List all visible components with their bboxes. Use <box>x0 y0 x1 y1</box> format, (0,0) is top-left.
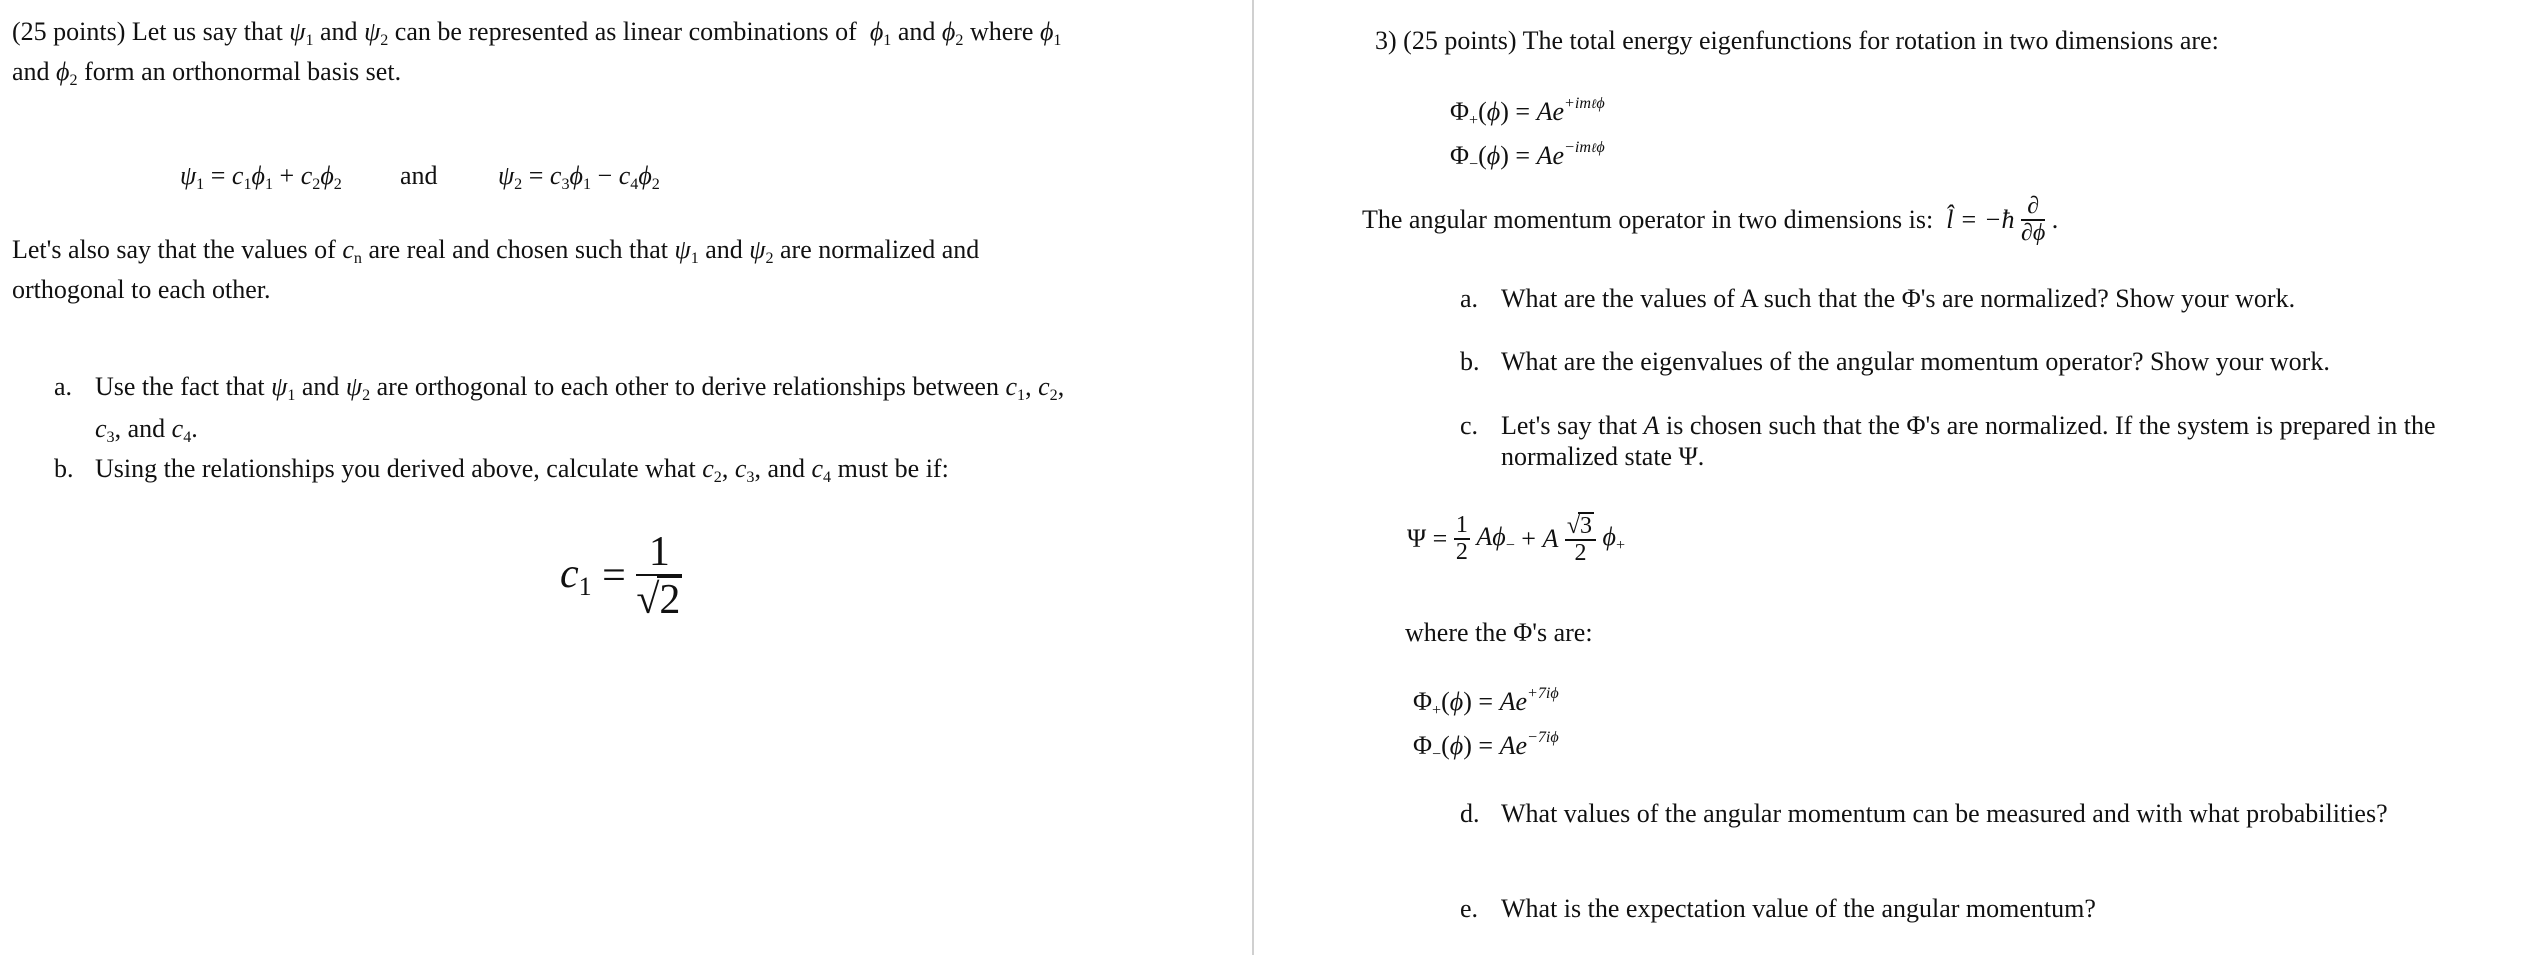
right-item-a: What are the values of A such that the Φ's are normalized? Show your work. <box>1501 284 2296 313</box>
equation-and: and <box>400 161 438 190</box>
right-item-a-marker: a. <box>1460 284 1479 313</box>
phi-minus-eq: $\Phi_-(\phi) = Ae^{-im\ell\phi}$ <box>1450 139 1605 173</box>
item-a-line-2: $c_3$, and $c_4$. <box>95 414 198 446</box>
item-a-marker: a. <box>54 372 73 401</box>
partial-derivative-fraction: $\frac{\partial}{\partial\phi}$ <box>2021 193 2046 247</box>
operator-line: The angular momentum operator in two dimensions is: l̂ = −ħ $\frac{\partial}{\partial\phi}$ . <box>1362 193 2059 247</box>
sqrt3-over-2-fraction: $\frac{√3}{2}$ <box>1565 512 1596 566</box>
right-item-b-marker: b. <box>1460 347 1480 376</box>
psi2-equation: $\psi_2 = c_3\phi_1 - c_4\phi_2$ <box>498 161 660 193</box>
one-half-fraction: $\frac{1}{2}$ <box>1455 512 1468 566</box>
psi1-equation: $\psi_1 = c_1\phi_1 + c_2\phi_2$ <box>180 161 342 193</box>
phi-plus-specific-eq: $\Phi_+(\phi) = Ae^{+7i\phi}$ <box>1413 685 1559 719</box>
right-item-c-line-1: Let's say that A is chosen such that the Φ's are normalized. If the system is prepared in the <box>1501 411 2436 440</box>
psi-state-equation: Ψ = $\frac{1}{2}$ $A\phi_- + A$ $\frac{√3}{2}$ $\phi_+$ <box>1407 512 1626 567</box>
paragraph-line-1: Let's also say that the values of $c_n$ are real and chosen such that $\psi_1$ and $\psi_2$ are normalized and <box>12 235 980 267</box>
where-line: where the Φ's are: <box>1405 618 1593 647</box>
right-item-e-marker: e. <box>1460 894 1479 923</box>
c1-fraction: $\frac{1}{√2}$ <box>636 529 681 624</box>
right-item-c-line-2: normalized state Ψ. <box>1501 442 1705 471</box>
item-a-line-1: Use the fact that $\psi_1$ and $\psi_2$ are orthogonal to each other to derive relationships between $c_1$, $c_2$, <box>95 372 1065 404</box>
right-item-b: What are the eigenvalues of the angular momentum operator? Show your work. <box>1501 347 2330 376</box>
intro-line-2: and $\phi_2$ form an orthonormal basis set. <box>12 57 402 89</box>
c1-equation: $c_1$ = $\frac{1}{√2}$ <box>560 529 681 624</box>
question-3-header: 3) (25 points) The total energy eigenfunctions for rotation in two dimensions are: <box>1375 26 2219 55</box>
phi-minus-specific-eq: $\Phi_-(\phi) = Ae^{-7i\phi}$ <box>1413 729 1559 763</box>
page-divider <box>1252 0 1254 955</box>
right-item-d: What values of the angular momentum can be measured and with what probabilities? <box>1501 799 2388 828</box>
right-item-e: What is the expectation value of the angular momentum? <box>1501 894 2096 923</box>
item-b-marker: b. <box>54 454 74 483</box>
paragraph-line-2: orthogonal to each other. <box>12 275 271 304</box>
right-item-d-marker: d. <box>1460 799 1480 828</box>
right-item-c-marker: c. <box>1460 411 1479 440</box>
phi-plus-eq: $\Phi_+(\phi) = Ae^{+im\ell\phi}$ <box>1450 95 1605 129</box>
intro-line-1: (25 points) Let us say that $\psi_1$ and $\psi_2$ can be represented as linear combinations of $\phi_1$ and $\phi_2$ where $\phi_1$ <box>12 17 1062 49</box>
item-b-line: Using the relationships you derived above, calculate what $c_2$, $c_3$, and $c_4$ must be if: <box>95 454 949 486</box>
